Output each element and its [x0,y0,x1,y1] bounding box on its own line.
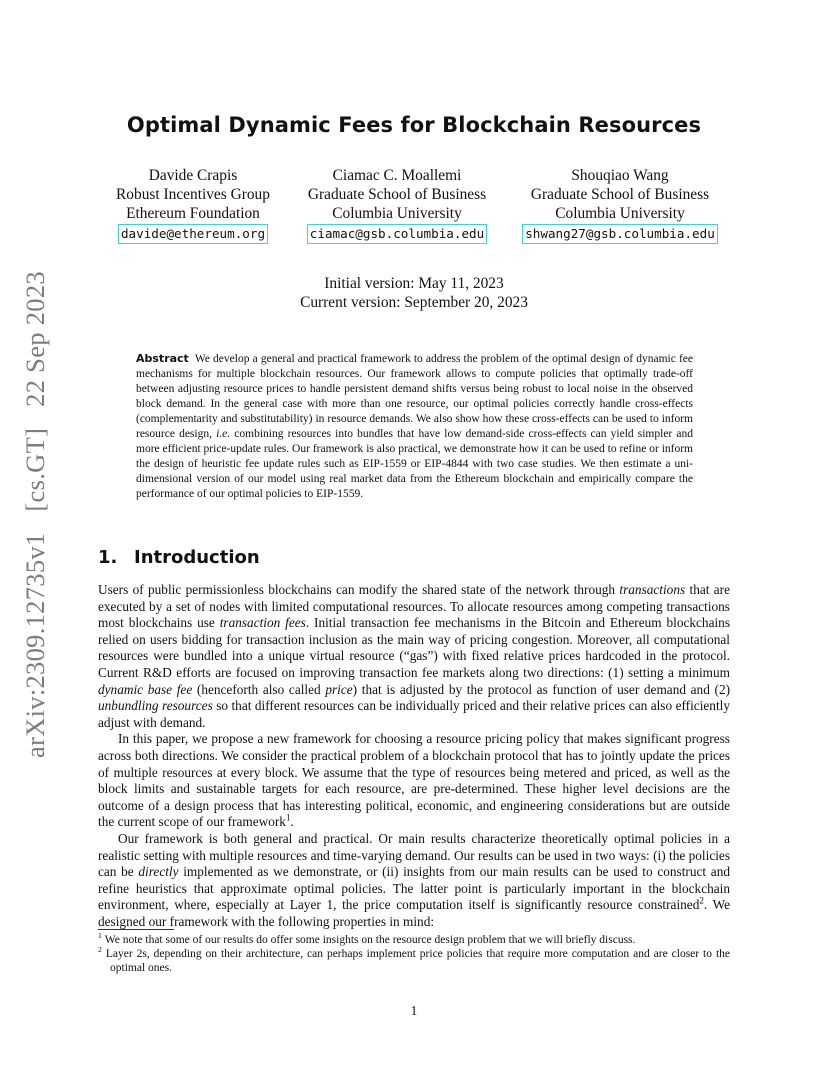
author-block [508,166,732,244]
body-text [98,582,730,930]
paragraph: Users of public permissionless blockchains can modify the shared state of the network through transactions that are executed by a set of nodes with limited computational resources. To allocate resources among competing transactions most blockchains use transaction fees. Initial transaction fee mechanisms in the Bitcoin and Ethereum blockchains relied on users bidding for transaction inclusion as the main way of pricing congestion. Moreover, all computational resources were bundled into a unique virtual resource (“gas”) with fixed relative prices hardcoded in the protocol. Current R&D efforts are focused on improving transaction fee markets along two directions: (1) setting a minimum dynamic base fee (henceforth also called price) that is adjusted by the protocol as function of user demand and (2) unbundling resources so that different resources can be individually priced and their relative prices can also efficiently adjust with demand. [98,582,731,730]
abstract-heading: Abstract [136,352,189,365]
arxiv-category: [cs.GT] [20,427,50,512]
author-affiliation: Columbia University [555,205,685,222]
author-name: Davide Crapis [148,167,238,184]
abstract-text: We develop a general and practical framework to address the problem of the optimal design of dynamic fee mechanisms for multiple blockchain resources. Our framework allows to compute policies that optimally trade-off between adjusting resource prices to handle persistent demand shifts versus being robust to local noise in the observed block demand. In the general case with more than one resource, our optimal policies correctly handle cross-effects (complementarity and substitutability) in resource demands. We also show how these cross-effects can be used to inform resource design, [136,353,693,440]
footnote: $^1$ We note that some of our results do offer some insights on the resource design problem that we will briefly discuss. [98,931,636,946]
footnote-ref[interactable]: 1 [285,812,291,823]
author-email-link[interactable]: davide@ethereum.org [118,224,268,244]
page-number: 1 [410,1003,418,1018]
arxiv-date: 22 Sep 2023 [20,271,50,407]
abstract-text: combining resources into bundles that have low demand-side cross-effects can yield simpler and more efficient price-update rules. Our framework is also practical, we demonstrate how it can be used to refine or inform the design of heuristic fee update rules such as EIP-1559 or EIP-4844 with two case studies. We then estimate a uni-dimensional version of our model using real market data from the Ethereum blockchain and empirically compare the performance of our optimal policies to EIP-1559. [136,427,693,500]
footnote-rule [98,929,174,930]
footnote-mark: 1 [98,931,102,941]
author-email-link[interactable]: ciamac@gsb.columbia.edu [307,224,487,244]
footnote-ref[interactable]: 2 [699,895,704,906]
paragraph: In this paper, we propose a new framework for choosing a resource pricing policy that makes significant progress across both directions. We consider the practical problem of a blockchain protocol that has to jointly update the prices of multiple resources at every block. We assume that the type of resources being metered and priced, as well as the block limits and sustainable targets for each resource, are pre-determined. These higher level decisions are the outcome of a design process that has interesting political, economic, and engineering considerations but are outside the current scope of our framework$^1$. [98,731,730,830]
author-affiliation: Columbia University [332,205,462,222]
current-version: Current version: September 20, 2023 [300,294,528,311]
section-heading [98,547,260,568]
author-affiliation: Robust Incentives Group [116,186,270,203]
initial-version: Initial version: May 11, 2023 [324,275,504,292]
author-name: Ciamac C. Moallemi [332,167,462,184]
author-email-link[interactable]: shwang27@gsb.columbia.edu [522,224,718,244]
author-block [292,166,502,244]
author-name: Shouqiao Wang [571,167,669,184]
abstract-text: i.e. [216,427,231,440]
footnote: $^2$ Layer 2s, depending on their architecture, can perhaps implement price policies that require more computation and are closer to the optimal ones. [98,945,730,975]
arxiv-stamp [20,271,51,758]
footnote-mark: 2 [98,945,102,955]
author-affiliation: Graduate School of Business [307,186,487,203]
author-affiliation: Ethereum Foundation [126,205,260,222]
paragraph: Our framework is both general and practical. Or main results characterize theoretically optimal policies in a realistic setting with multiple resources and time-varying demand. Our results can be used in two ways: (i) the policies can be directly implemented as we demonstrate, or (ii) insights from our main results can be used to construct and refine heuristics that approximate optimal policies. The latter point is particularly important in the blockchain environment, where, especially at Layer 1, the price computation itself is significantly resource constrained$^2$. We designed our framework with the following properties in mind: [98,830,731,929]
paper-title: Optimal Dynamic Fees for Blockchain Resources [126,113,702,137]
author-block [98,166,288,244]
author-affiliation: Graduate School of Business [530,186,710,203]
arxiv-id: arXiv:2309.12735v1 [20,532,50,758]
section-number: 1. [98,547,118,568]
version-dates [0,274,828,312]
abstract [136,352,693,502]
footnotes [98,933,730,976]
section-title: Introduction [134,547,260,568]
